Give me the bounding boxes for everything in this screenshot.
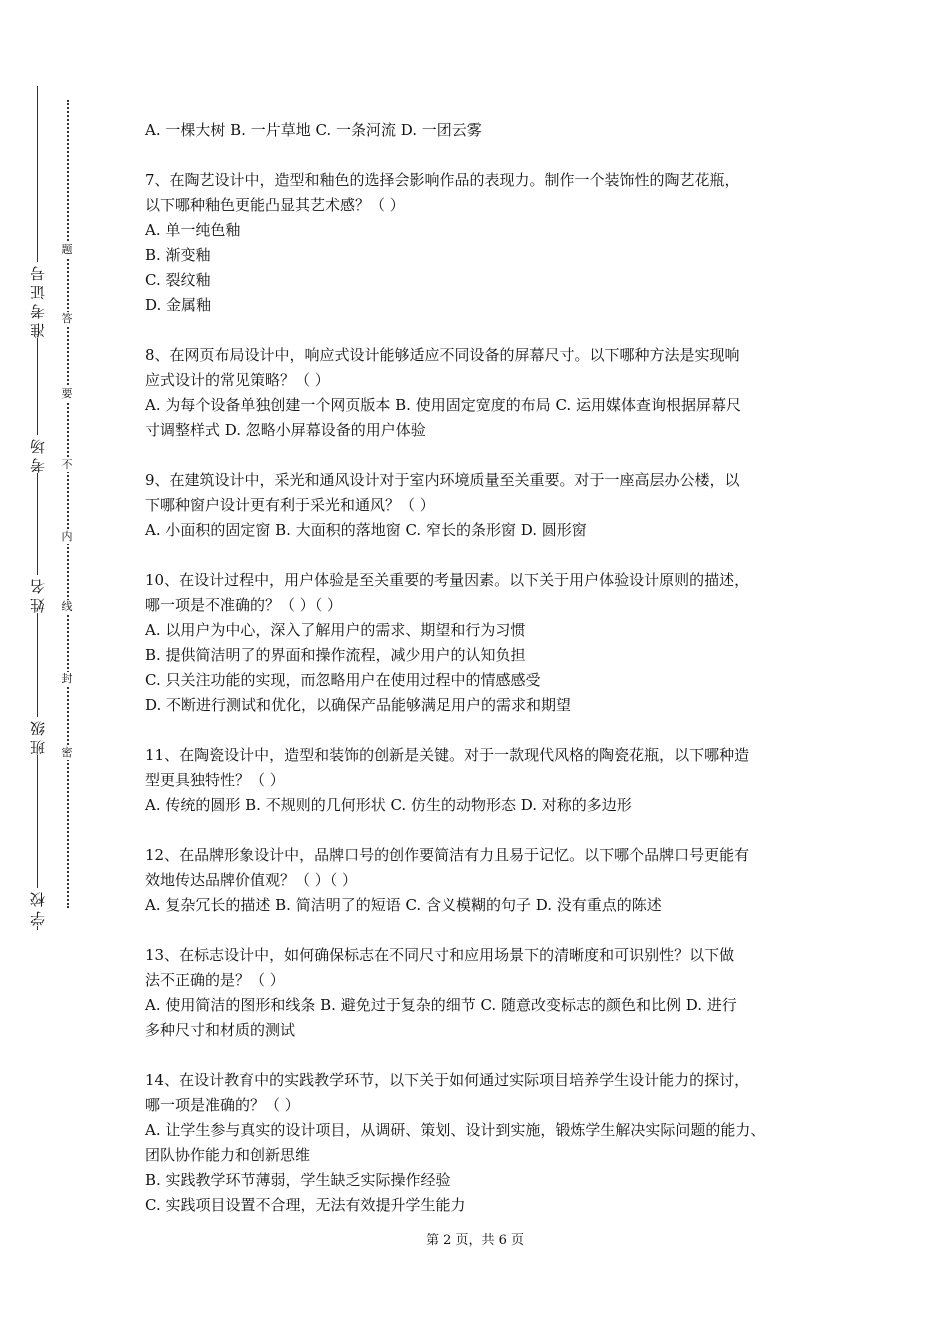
seal-char: 密 bbox=[61, 746, 73, 759]
question-line: A. 一棵大树 B. 一片草地 C. 一条河流 D. 一团云雾 bbox=[145, 121, 482, 139]
question-options: A. 使用简洁的图形和线条 B. 避免过于复杂的细节 C. 随意改变标志的颜色和比例 D. 进行 bbox=[145, 996, 737, 1014]
question-stem: 以下哪种釉色更能凸显其艺术感？（ ） bbox=[145, 196, 405, 214]
seal-char: 不 bbox=[61, 458, 73, 471]
option-c: C. 实践项目设置不合理，无法有效提升学生能力 bbox=[145, 1196, 466, 1214]
exam-room-label: 考场 bbox=[29, 435, 47, 473]
option-a: A. 单一纯色釉 bbox=[145, 221, 241, 239]
seal-char: 内 bbox=[61, 530, 73, 543]
seal-char: 答 bbox=[61, 312, 73, 325]
binding-margin bbox=[0, 0, 100, 1344]
question-list bbox=[145, 118, 825, 1243]
option-b: B. 实践教学环节薄弱，学生缺乏实际操作经验 bbox=[145, 1171, 451, 1189]
question-stem: 哪一项是准确的？（ ） bbox=[145, 1096, 300, 1114]
question-14 bbox=[145, 1068, 825, 1218]
question-stem: 12、在品牌形象设计中，品牌口号的创作要简洁有力且易于记忆。以下哪个品牌口号更能有 bbox=[145, 846, 750, 864]
class-label: 班级 bbox=[29, 717, 47, 755]
page-number: 第 2 页，共 6 页 bbox=[425, 1233, 525, 1248]
seal-char: 要 bbox=[61, 387, 73, 400]
question-13 bbox=[145, 943, 825, 1043]
option-b: B. 渐变釉 bbox=[145, 246, 211, 264]
question-stem: 效地传达品牌价值观？（ ）（ ） bbox=[145, 871, 358, 889]
seal-char: 封 bbox=[61, 672, 73, 685]
option-c: C. 只关注功能的实现，而忽略用户在使用过程中的情感感受 bbox=[145, 671, 541, 689]
question-stem: 应式设计的常见策略？（ ） bbox=[145, 371, 330, 389]
question-stem: 型更具独特性？（ ） bbox=[145, 771, 285, 789]
question-stem: 法不正确的是？（ ） bbox=[145, 971, 285, 989]
seal-char: 题 bbox=[61, 243, 73, 256]
question-options: 多种尺寸和材质的测试 bbox=[145, 1021, 296, 1039]
seal-dotted-line bbox=[67, 100, 69, 908]
question-6-options bbox=[145, 118, 825, 143]
question-stem: 14、在设计教育中的实践教学环节，以下关于如何通过实际项目培养学生设计能力的探讨， bbox=[145, 1071, 750, 1089]
option-b: B. 提供简洁明了的界面和操作流程，减少用户的认知负担 bbox=[145, 646, 526, 664]
option-d: D. 金属釉 bbox=[145, 296, 212, 314]
question-12 bbox=[145, 843, 825, 918]
question-options: A. 复杂冗长的描述 B. 简洁明了的短语 C. 含义模糊的句子 D. 没有重点的陈述 bbox=[145, 896, 662, 914]
question-9 bbox=[145, 468, 825, 543]
school-label: 学校 bbox=[29, 888, 47, 926]
question-7 bbox=[145, 168, 825, 318]
question-options: A. 小面积的固定窗 B. 大面积的落地窗 C. 窄长的条形窗 D. 圆形窗 bbox=[145, 521, 587, 539]
question-stem: 13、在标志设计中，如何确保标志在不同尺寸和应用场景下的清晰度和可识别性？以下做 bbox=[145, 946, 735, 964]
option-a-continued: 团队协作能力和创新思维 bbox=[145, 1146, 311, 1164]
question-stem: 哪一项是不准确的？（ ）（ ） bbox=[145, 596, 343, 614]
question-options: A. 为每个设备单独创建一个网页版本 B. 使用固定宽度的布局 C. 运用媒体查询根据屏幕尺 bbox=[145, 396, 741, 414]
binding-solid-line bbox=[37, 86, 38, 930]
question-stem: 11、在陶瓷设计中，造型和装饰的创新是关键。对于一款现代风格的陶瓷花瓶，以下哪种造 bbox=[145, 746, 750, 764]
question-10 bbox=[145, 568, 825, 718]
option-c: C. 裂纹釉 bbox=[145, 271, 211, 289]
option-a: A. 以用户为中心，深入了解用户的需求、期望和行为习惯 bbox=[145, 621, 526, 639]
question-stem: 7、在陶艺设计中，造型和釉色的选择会影响作品的表现力。制作一个装饰性的陶艺花瓶， bbox=[145, 171, 740, 189]
exam-number-label: 准考证号 bbox=[29, 262, 47, 338]
question-8 bbox=[145, 343, 825, 443]
name-label: 姓名 bbox=[29, 575, 47, 613]
seal-char: 线 bbox=[61, 600, 73, 613]
question-11 bbox=[145, 743, 825, 818]
question-stem: 8、在网页布局设计中，响应式设计能够适应不同设备的屏幕尺寸。以下哪种方法是实现响 bbox=[145, 346, 740, 364]
option-a: A. 让学生参与真实的设计项目，从调研、策划、设计到实施，锻炼学生解决实际问题的能力、 bbox=[145, 1121, 766, 1139]
option-d: D. 不断进行测试和优化，以确保产品能够满足用户的需求和期望 bbox=[145, 696, 572, 714]
question-stem: 9、在建筑设计中，采光和通风设计对于室内环境质量至关重要。对于一座高层办公楼，以 bbox=[145, 471, 740, 489]
question-options: 寸调整样式 D. 忽略小屏幕设备的用户体验 bbox=[145, 421, 426, 439]
question-stem: 10、在设计过程中，用户体验是至关重要的考量因素。以下关于用户体验设计原则的描述， bbox=[145, 571, 750, 589]
question-options: A. 传统的圆形 B. 不规则的几何形状 C. 仿生的动物形态 D. 对称的多边形 bbox=[145, 796, 632, 814]
question-stem: 下哪种窗户设计更有利于采光和通风？（ ） bbox=[145, 496, 435, 514]
